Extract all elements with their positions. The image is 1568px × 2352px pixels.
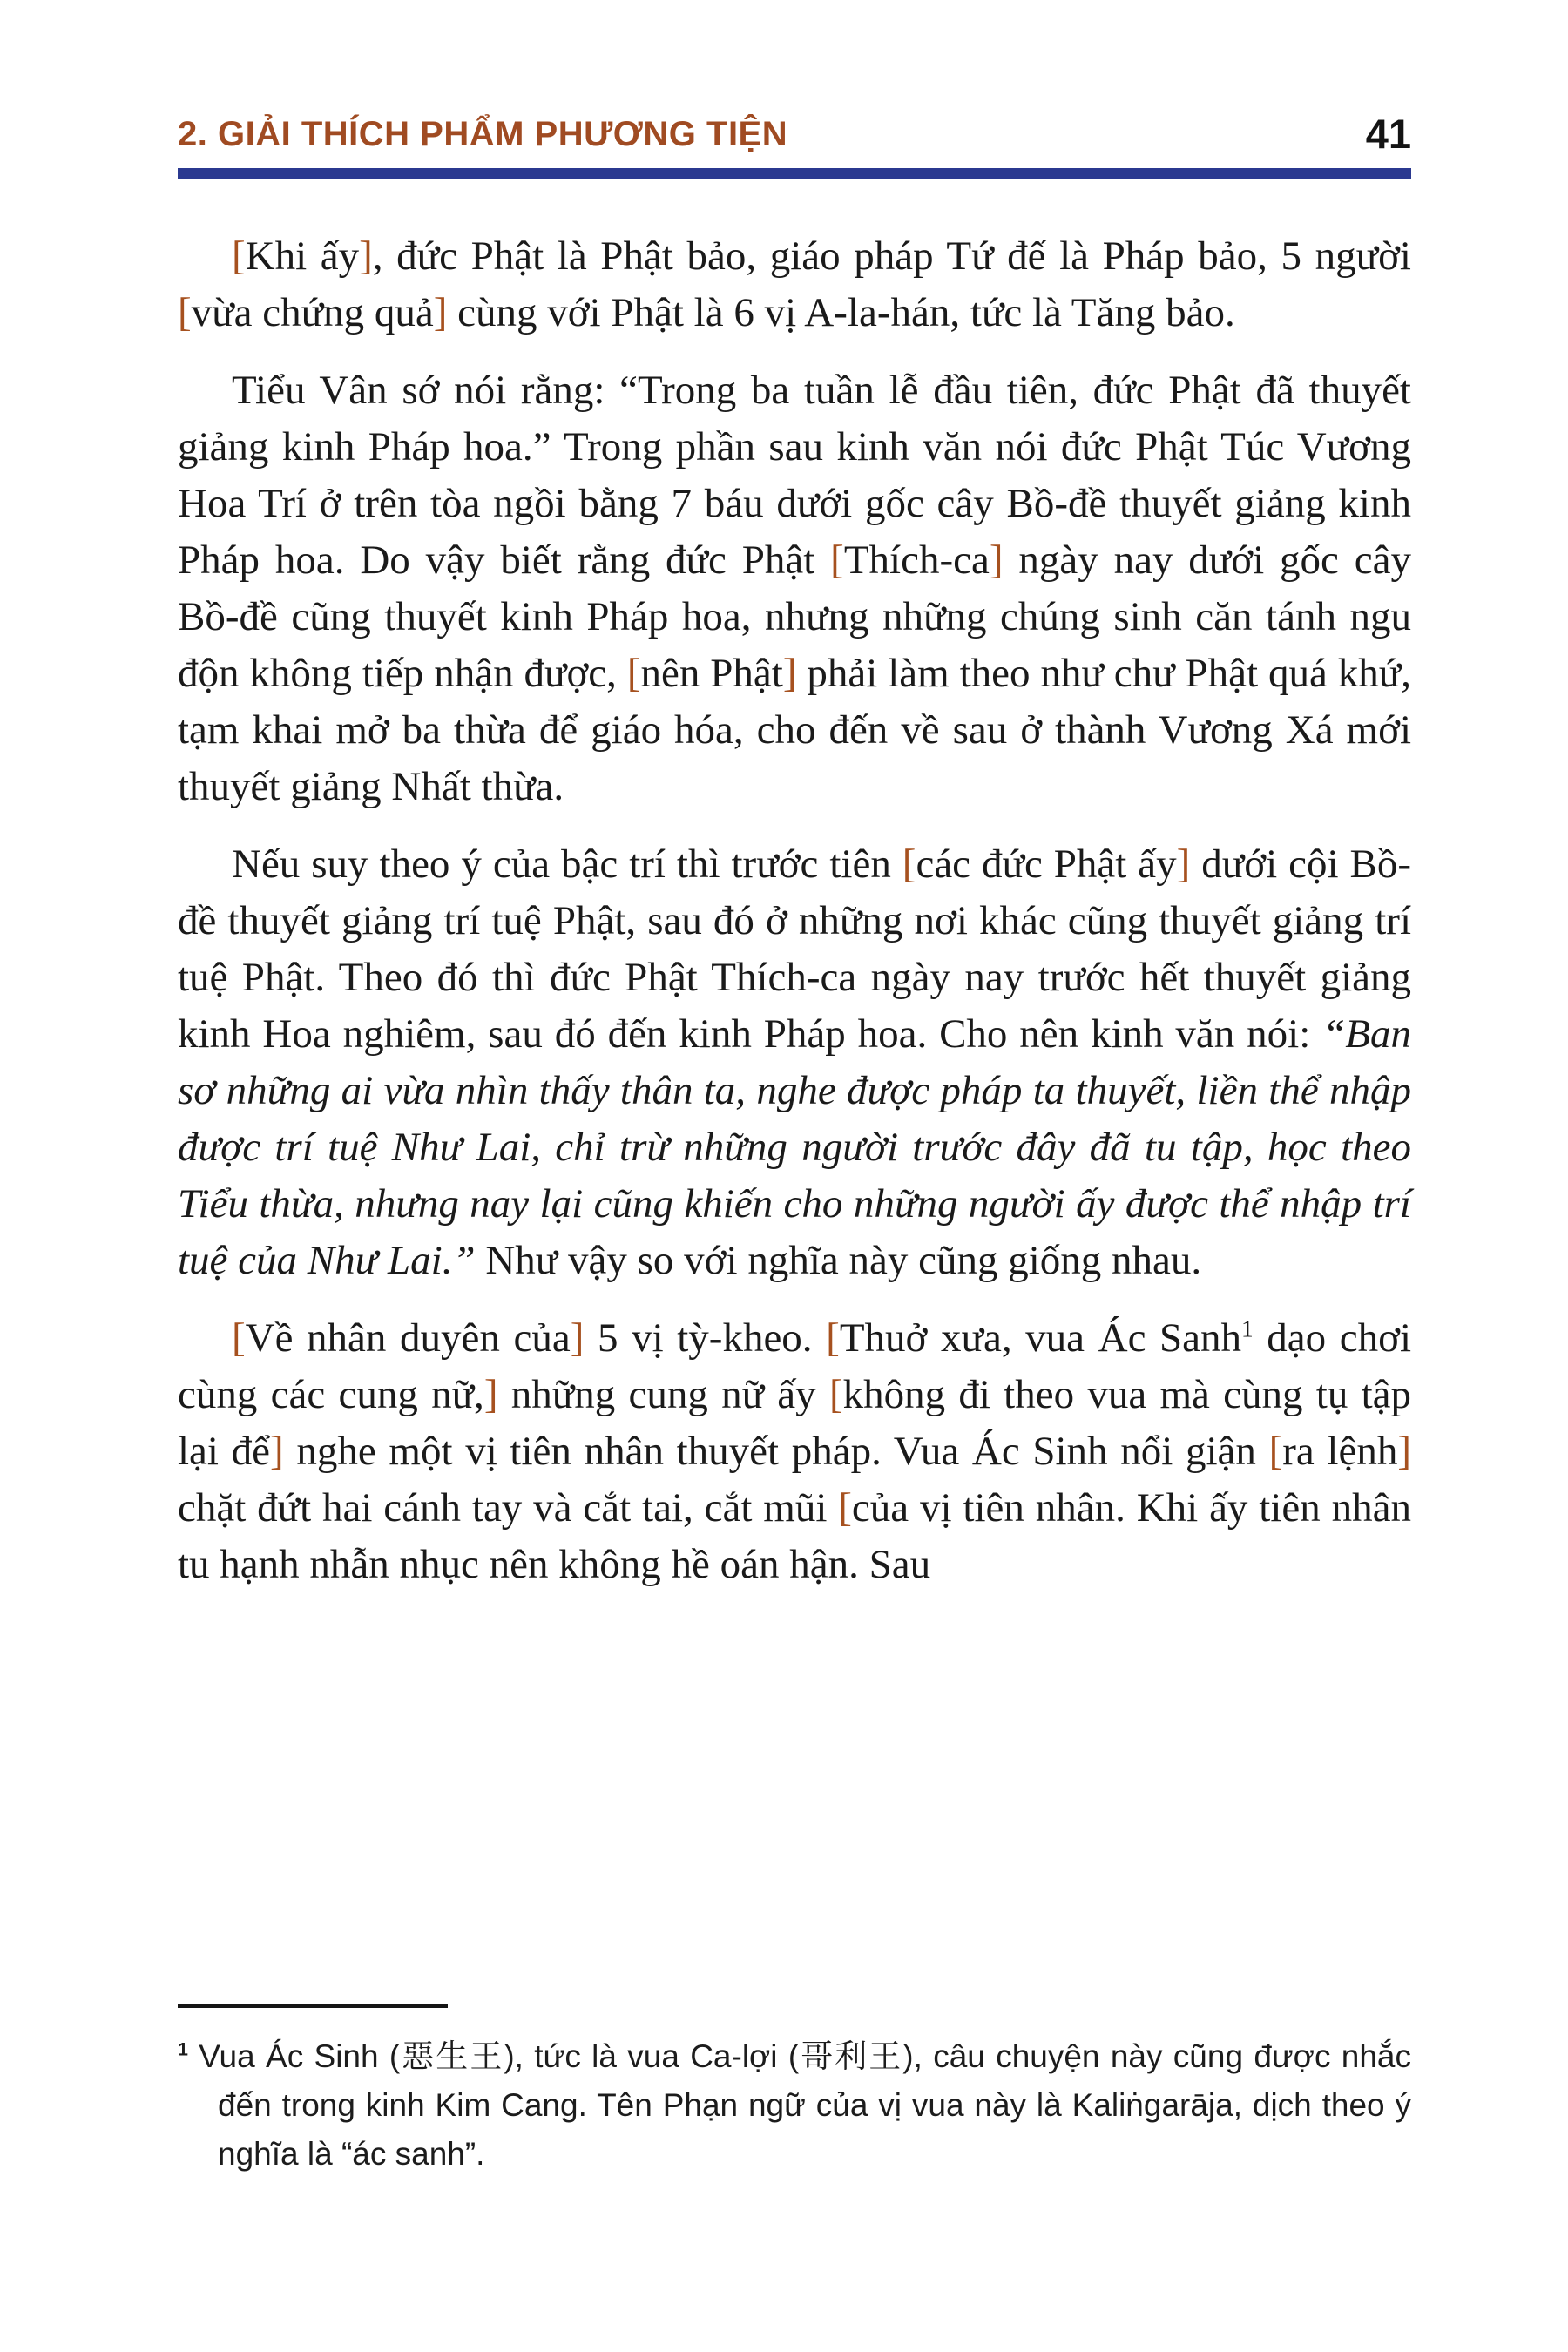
paragraph <box>178 228 1411 341</box>
bracket-run: ] <box>433 290 448 335</box>
text-run: của vị tiên nhân. Khi ấy tiên nhân tu hạnh nhẫn nhục nên không hề oán hận. Sau <box>178 1485 1411 1587</box>
paragraph <box>178 1310 1411 1593</box>
page-number: 41 <box>1365 111 1411 157</box>
bracket-run: [ <box>232 1315 246 1361</box>
chapter-title: 2. GIẢI THÍCH PHẨM PHƯƠNG TIỆN <box>178 115 788 153</box>
footnote-separator <box>178 2004 448 2008</box>
text-run: ra lệnh <box>1282 1429 1398 1474</box>
paragraph <box>178 836 1411 1289</box>
bracket-run: [ <box>232 233 246 279</box>
body-text <box>178 228 1411 1593</box>
bracket-run: [ <box>1268 1429 1283 1474</box>
running-head-row <box>178 111 1411 157</box>
bracket-run: ] <box>359 233 373 279</box>
text-run: ngày nay dưới gốc cây Bồ-đề cũng thuyết kinh Pháp hoa, nhưng những chúng sinh căn tánh ngu độn không tiếp nhận được, <box>178 537 1411 696</box>
bracket-run: [ <box>828 1372 843 1417</box>
bracket-run: ] <box>270 1429 284 1474</box>
text-run: nghe một vị tiên nhân thuyết pháp. Vua Ác Sinh nổi giận <box>283 1429 1269 1474</box>
bracket-run: ] <box>1176 841 1191 887</box>
text-run: dưới cội Bồ-đề thuyết giảng trí tuệ Phật, sau đó ở những nơi khác cũng thuyết giảng trí tuệ Phật. Theo đó thì đức Phật Thích-ca ngày nay trước hết thuyết giảng kinh Hoa nghiêm, sau đó đến kinh Pháp hoa. Cho nên kinh văn nói: <box>178 841 1412 1057</box>
text-run: Vua Ác Sinh (惡生王), tức là vua Ca-lợi (哥利王), câu chuyện này cũng được nhắc đến trong kinh Kim Cang. Tên Phạn ngữ của vị vua này là Kaliṅgarāja, dịch theo ý nghĩa là “ác sanh”. <box>187 2038 1411 2172</box>
footnote-reference: 1 <box>178 2038 188 2060</box>
footnote <box>178 2032 1411 2179</box>
text-run: Thuở xưa, vua Ác Sanh <box>839 1315 1242 1361</box>
text-run: Tiểu Vân sớ nói rằng: “Trong ba tuần lễ đầu tiên, đức Phật đã thuyết giảng kinh Pháp hoa.” Trong phần sau kinh văn nói đức Phật Túc Vương Hoa Trí ở trên tòa ngồi bằng 7 báu dưới gốc cây Bồ-đề thuyết giảng kinh Pháp hoa. Do vậy biết rằng đức Phật <box>178 368 1411 583</box>
text-run: Khi ấy <box>245 233 360 279</box>
text-run: “Ban sơ những ai vừa nhìn thấy thân ta, nghe được pháp ta thuyết, liền thể nhập được trí tuệ Như Lai, chỉ trừ những người trước đây đã tu tập, học theo Tiểu thừa, nhưng nay lại cũng khiến cho những người ấy được thể nhập trí tuệ của Như Lai.” <box>178 1011 1411 1283</box>
bracket-run: [ <box>830 537 844 583</box>
text-run: nên Phật <box>640 651 783 696</box>
text-run: các đức Phật ấy <box>916 841 1177 887</box>
text-run: vừa chứng quả <box>191 290 434 335</box>
bracket-run: [ <box>838 1485 852 1531</box>
text-run: Như vậy so với nghĩa này cũng giống nhau. <box>475 1238 1202 1283</box>
footnote-section <box>178 2004 1411 2179</box>
bracket-run: ] <box>483 1372 498 1417</box>
text-run: 5 vị tỳ-kheo. <box>584 1315 827 1361</box>
text-run: Thích-ca <box>843 537 990 583</box>
text-run: những cung nữ ấy <box>497 1372 829 1417</box>
text-run: không đi theo vua mà cùng tụ tập lại để <box>178 1372 1411 1474</box>
running-header <box>178 113 1411 179</box>
paragraph <box>178 362 1411 815</box>
text-run: phải làm theo như chư Phật quá khứ, tạm khai mở ba thừa để giáo hóa, cho đến về sau ở thành Vương Xá mới thuyết giảng Nhất thừa. <box>178 651 1412 809</box>
bracket-run: ] <box>570 1315 585 1361</box>
page-content <box>178 113 1411 1614</box>
bracket-run: ] <box>989 537 1004 583</box>
text-run: cùng với Phật là 6 vị A-la-hán, tức là Tăng bảo. <box>447 290 1235 335</box>
bracket-run: ] <box>1397 1429 1412 1474</box>
text-run: , đức Phật là Phật bảo, giáo pháp Tứ đế là Pháp bảo, 5 người <box>372 233 1411 279</box>
text-run: Nếu suy theo ý của bậc trí thì trước tiên <box>232 841 902 887</box>
text-run: chặt đứt hai cánh tay và cắt tai, cắt mũi <box>178 1485 839 1531</box>
bracket-run: [ <box>178 290 192 335</box>
bracket-run: [ <box>902 841 916 887</box>
bracket-run: ] <box>782 651 797 696</box>
bracket-run: [ <box>626 651 641 696</box>
text-run: Về nhân duyên của <box>245 1315 571 1361</box>
footnote-reference: 1 <box>1241 1315 1254 1342</box>
bracket-run: [ <box>826 1315 840 1361</box>
header-rule <box>178 168 1411 179</box>
text-run: dạo chơi cùng các cung nữ, <box>178 1315 1412 1417</box>
